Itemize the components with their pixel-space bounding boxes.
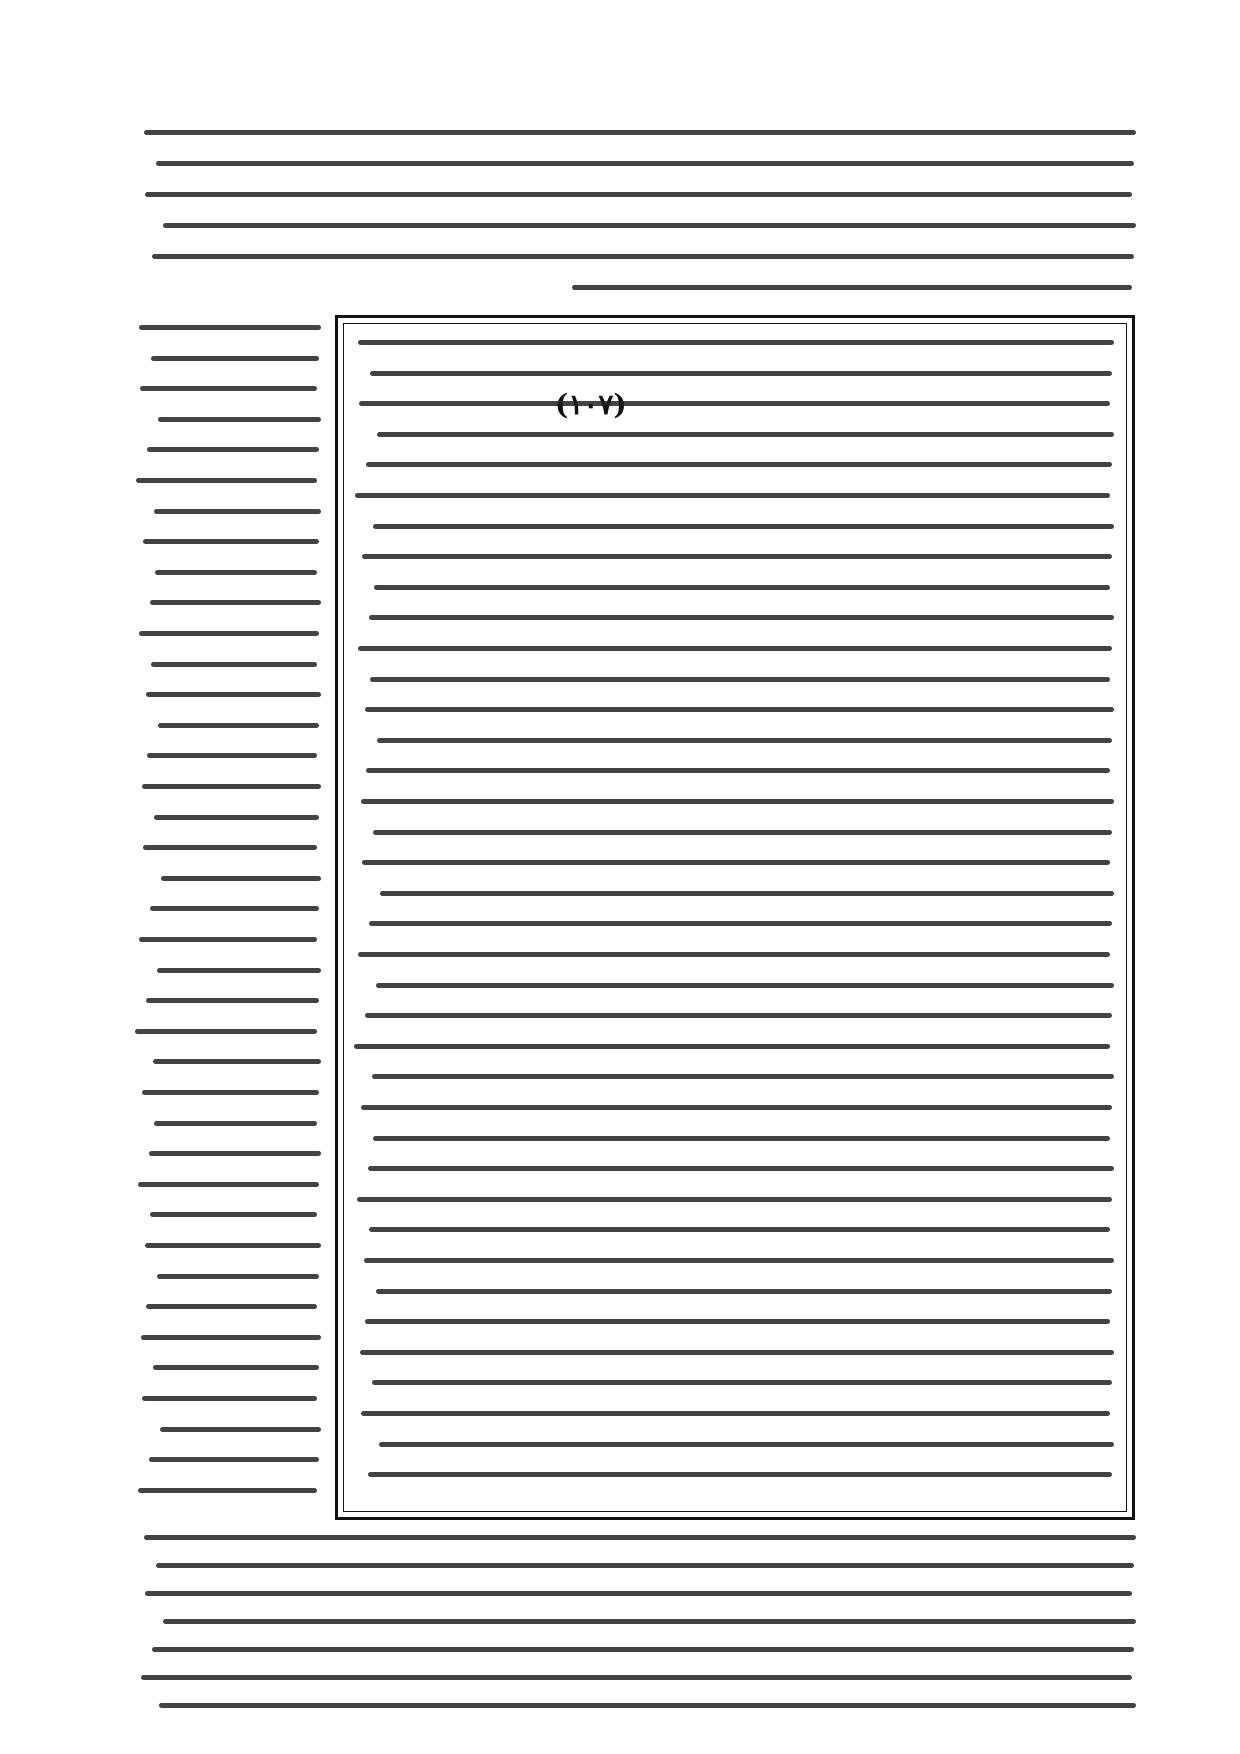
- handwritten-text-line: [365, 707, 1114, 712]
- handwritten-text-line: [146, 998, 319, 1003]
- handwritten-text-line: [142, 784, 321, 789]
- handwritten-text-line: [361, 1105, 1112, 1110]
- handwritten-text-line: [151, 356, 319, 361]
- handwritten-text-line: [155, 570, 317, 575]
- handwritten-text-line: [362, 554, 1112, 559]
- handwritten-text-line: [354, 1044, 1110, 1049]
- handwritten-text-line: [141, 1675, 1132, 1680]
- handwritten-text-line: [143, 539, 319, 544]
- handwritten-text-line: [361, 1411, 1110, 1416]
- handwritten-text-line: [369, 1227, 1110, 1232]
- handwritten-text-line: [370, 677, 1110, 682]
- handwritten-text-line: [138, 1182, 319, 1187]
- handwritten-text-line: [154, 815, 319, 820]
- handwritten-text-line: [152, 254, 1134, 259]
- handwritten-text-line: [370, 371, 1112, 376]
- handwritten-text-line: [136, 478, 317, 483]
- handwritten-text-line: [141, 1335, 321, 1340]
- marginal-gloss: [135, 315, 325, 1520]
- handwritten-text-line: [149, 1151, 321, 1156]
- handwritten-text-line: [366, 768, 1110, 773]
- handwritten-text-line: [145, 1591, 1132, 1596]
- handwritten-text-line: [355, 493, 1110, 498]
- handwritten-text-line: [376, 983, 1114, 988]
- handwritten-text-line: [147, 447, 319, 452]
- handwritten-text-line: [152, 1647, 1134, 1652]
- handwritten-text-line: [369, 615, 1114, 620]
- handwritten-text-line: [154, 1121, 317, 1126]
- handwritten-text-line: [146, 1304, 317, 1309]
- handwritten-text-line: [157, 968, 321, 973]
- handwritten-text-line: [372, 1380, 1112, 1385]
- handwritten-text-line: [145, 192, 1132, 197]
- handwritten-text-line: [158, 723, 319, 728]
- handwritten-text-line: [358, 952, 1110, 957]
- handwritten-text-line: [144, 130, 1136, 135]
- handwritten-text-line: [150, 1212, 317, 1217]
- handwritten-text-line: [373, 830, 1112, 835]
- handwritten-text-line: [156, 161, 1134, 166]
- handwritten-text-line: [144, 1535, 1136, 1540]
- handwritten-text-line: [362, 860, 1110, 865]
- handwritten-text-line: [377, 432, 1114, 437]
- main-commentary-text: [352, 330, 1120, 1505]
- handwritten-text-line: [156, 1563, 1134, 1568]
- handwritten-text-line: [150, 906, 319, 911]
- handwritten-text-line: [146, 692, 321, 697]
- top-text-block: [140, 120, 1140, 305]
- handwritten-text-line: [373, 1136, 1110, 1141]
- handwritten-text-line: [151, 662, 317, 667]
- handwritten-text-line: [150, 600, 321, 605]
- handwritten-text-line: [143, 845, 317, 850]
- handwritten-text-line: [361, 799, 1114, 804]
- handwritten-text-line: [379, 1442, 1114, 1447]
- handwritten-text-line: [372, 1074, 1114, 1079]
- handwritten-text-line: [365, 1013, 1112, 1018]
- handwritten-text-line: [376, 1289, 1112, 1294]
- handwritten-text-line: [364, 1258, 1114, 1263]
- handwritten-text-line: [142, 1090, 319, 1095]
- bottom-text-block: [140, 1525, 1140, 1725]
- handwritten-text-line: [154, 509, 321, 514]
- handwritten-text-line: [153, 1059, 321, 1064]
- handwritten-text-line: [145, 1243, 321, 1248]
- handwritten-text-line: [140, 386, 317, 391]
- handwritten-text-line: [142, 1396, 317, 1401]
- handwritten-text-line: [357, 1197, 1112, 1202]
- handwritten-text-line: [163, 223, 1136, 228]
- handwritten-text-line: [139, 325, 321, 330]
- handwritten-text-line: [161, 876, 321, 881]
- handwritten-text-line: [358, 340, 1114, 345]
- handwritten-text-line: [359, 401, 1110, 406]
- handwritten-text-line: [365, 1319, 1110, 1324]
- handwritten-text-line: [366, 462, 1112, 467]
- handwritten-text-line: [377, 738, 1112, 743]
- handwritten-text-line: [373, 524, 1114, 529]
- handwritten-text-line: [149, 1457, 319, 1462]
- handwritten-text-line: [139, 937, 317, 942]
- handwritten-text-line: [368, 1472, 1112, 1477]
- handwritten-text-line: [163, 1619, 1136, 1624]
- handwritten-text-line: [135, 1029, 317, 1034]
- handwritten-text-line: [160, 1427, 321, 1432]
- handwritten-text-line: [157, 1274, 319, 1279]
- handwritten-text-line: [153, 1365, 319, 1370]
- handwritten-text-line: [374, 585, 1110, 590]
- handwritten-text-line: [368, 1166, 1114, 1171]
- handwritten-text-line: [360, 1350, 1114, 1355]
- handwritten-text-line: [358, 646, 1112, 651]
- handwritten-text-line: [139, 631, 319, 636]
- handwritten-text-line: [159, 1703, 1136, 1708]
- handwritten-text-line: [138, 1488, 317, 1493]
- handwritten-text-line: [380, 891, 1114, 896]
- handwritten-text-line: [369, 921, 1112, 926]
- handwritten-text-line: [147, 753, 317, 758]
- handwritten-text-line: [572, 285, 1132, 290]
- handwritten-text-line: [158, 417, 321, 422]
